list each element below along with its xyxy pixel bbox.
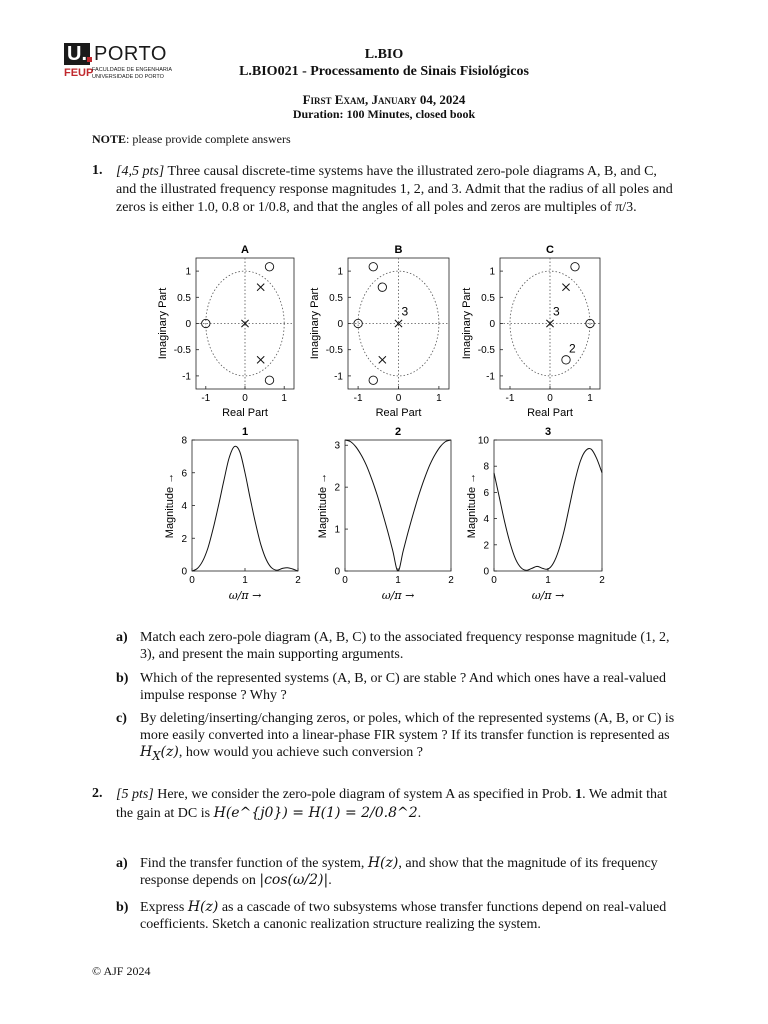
mag-2-title: 2	[394, 426, 402, 438]
mag-1-xlabel: ω/π →	[228, 589, 262, 602]
question-1b-text: Which of the represented systems (A, B, or C) are stable ? And which ones have a real-valued impulse response ? Why ?	[140, 671, 666, 703]
mag-1-ytick-label: 2	[181, 533, 187, 545]
mag-2-xtick-label: 1	[395, 575, 401, 586]
note-text: : please provide complete answers	[126, 132, 291, 146]
zp-b-ylabel: Imaginary Part	[309, 287, 321, 360]
zp-a-xtick-label: 0	[242, 393, 248, 404]
footer-copyright: © AJF 2024	[92, 964, 151, 978]
zp-b-ytick-label: 0.5	[329, 292, 343, 304]
mag-2-xtick-label: 0	[342, 575, 348, 586]
zp-a-xtick-label: -1	[201, 393, 211, 404]
question-1a-label: a)	[116, 630, 128, 645]
zp-b-ytick-label: -0.5	[325, 345, 343, 357]
mag-1-ylabel: Magnitude →	[164, 472, 176, 539]
mag-3-ytick-label: 8	[483, 461, 489, 473]
question-1a-text: Match each zero-pole diagram (A, B, C) to the associated frequency response magnitude (1, 2, 3), and present the main supporting arguments.	[140, 630, 670, 662]
mag-2-frame	[345, 440, 451, 571]
mag-1-ytick-label: 8	[181, 435, 187, 447]
question-2b-label: b)	[116, 900, 129, 915]
question-2-ref: 1	[575, 787, 583, 802]
zp-c-ylabel: Imaginary Part	[461, 287, 473, 360]
question-2-gain-math: H(e^{j0}) = H(1) = 2/0.8^2	[213, 805, 418, 821]
mag-2-xlabel: ω/π →	[381, 589, 415, 602]
mag-2-ylabel: Magnitude →	[317, 472, 329, 539]
zp-a-ylabel: Imaginary Part	[157, 287, 169, 360]
mag-3-ytick-label: 4	[483, 514, 489, 526]
mag-3-xtick-label: 0	[491, 575, 497, 586]
question-2b-before: Express	[140, 900, 188, 915]
mag-1-title: 1	[241, 426, 249, 438]
question-1c-text	[140, 710, 676, 765]
zp-c-xtick-label: 0	[547, 393, 553, 404]
zp-c-ytick-label: 1	[489, 266, 495, 278]
zp-b-xtick-label: -1	[353, 393, 363, 404]
question-1c-math-arg: (z)	[160, 744, 179, 760]
mag-1-ytick-label: 4	[181, 501, 187, 512]
question-1c-text-after: , how would you achieve such conversion ?	[178, 745, 424, 760]
question-2-mid: . We admit that the gain at DC is	[116, 787, 668, 821]
zp-c-multiplicity-label: 2	[569, 341, 576, 356]
logo-porto: PORTO	[94, 43, 167, 65]
zp-b-zero-marker	[369, 376, 377, 384]
question-2b-text	[140, 899, 676, 933]
mag-1-frame	[192, 440, 298, 571]
mag-1-curve	[192, 446, 298, 571]
course-code: L.BIO	[364, 47, 404, 62]
mag-2-ytick-label: 2	[334, 482, 340, 494]
exam-title: First Exam, January 04, 2024	[302, 92, 466, 107]
question-2a-text	[140, 855, 676, 889]
zp-b-ytick-label: -1	[334, 371, 343, 383]
mag-3-curve	[494, 449, 602, 571]
zp-b-title: B	[394, 244, 403, 256]
zp-c-ytick-label: -1	[486, 371, 495, 383]
mag-1-xtick-label: 2	[295, 575, 301, 586]
mag-3-xtick-label: 1	[545, 575, 551, 586]
question-2-number: 2.	[92, 786, 103, 801]
mag-3-frame	[494, 440, 602, 571]
zp-c-ytick-label: 0.5	[481, 292, 495, 304]
question-1c-text-before: By deleting/inserting/changing zeros, or poles, which of the represented systems (A, B, or C) is more easily converted into a linear-phase FIR system ? If its transfer function is represented as	[140, 711, 675, 743]
mag-1-xtick-label: 1	[242, 575, 248, 586]
question-2a-after: .	[328, 873, 332, 888]
course-name: L.BIO021 - Processamento de Sinais Fisiológicos	[239, 64, 529, 79]
question-2-points: [5 pts]	[116, 787, 154, 802]
mag-3-ytick-label: 2	[483, 540, 489, 552]
zp-a-ytick-label: 1	[185, 266, 191, 278]
question-2-after: .	[417, 806, 422, 821]
question-2a-math-cos: |cos(ω/2)|	[259, 872, 329, 888]
logo-feup: FEUP	[64, 67, 94, 79]
mag-3-ytick-label: 10	[477, 435, 489, 447]
zp-a-ytick-label: 0.5	[177, 292, 191, 304]
question-2-text	[116, 786, 676, 823]
question-2b-math-h: H(z)	[187, 899, 219, 915]
zp-a-zero-marker	[265, 263, 273, 271]
zp-a-title: A	[241, 244, 249, 256]
question-1c-math-h: H	[140, 744, 153, 760]
mag-2-ytick-label: 3	[334, 440, 340, 452]
zp-c-xtick-label: 1	[587, 393, 593, 404]
mag-3-ylabel: Magnitude →	[466, 472, 478, 539]
mag-3-ytick-label: 6	[483, 487, 489, 499]
zp-a-ytick-label: -0.5	[173, 345, 191, 357]
zp-b-xtick-label: 0	[395, 393, 402, 404]
mag-2-ytick-label: 1	[334, 524, 340, 536]
zp-a-xlabel: Real Part	[222, 407, 268, 419]
zp-c-zero-marker	[571, 263, 579, 271]
logo-u: U.	[64, 43, 90, 65]
question-1-body: Three causal discrete-time systems have the illustrated zero-pole diagrams A, B, and C, and the illustrated frequency response magnitudes 1, 2, and 3. Admit that the radius of all poles and zeros is either 1.0, 0.8 or 1/0.8, and that the angles of all poles and zeros are multiples of π/3.	[116, 164, 673, 215]
question-2a-mid: , and show that the magnitude of its frequency response depends on	[140, 856, 658, 888]
logo-faculty-line1: FACULDADE DE ENGENHARIA	[92, 67, 173, 73]
zp-b-xlabel: Real Part	[375, 407, 422, 419]
mag-3-xtick-label: 2	[599, 575, 605, 586]
zp-a-zero-marker	[265, 376, 273, 384]
mag-3-title: 3	[544, 426, 552, 438]
question-2b-after: as a cascade of two subsystems whose transfer functions depend on real-valued coefficients. Sketch a canonic realization structure realizing the system.	[140, 900, 667, 932]
note-label: NOTE	[92, 132, 127, 146]
mag-2-ytick-label: 0	[334, 566, 340, 578]
question-1b-label: b)	[116, 671, 129, 686]
zp-c-ytick-label: 0	[489, 319, 495, 330]
question-1-number: 1.	[92, 163, 103, 178]
mag-1-ytick-label: 0	[181, 566, 187, 578]
mag-1-xtick-label: 0	[189, 575, 195, 586]
mag-3-ytick-label: 0	[483, 566, 489, 578]
zp-b-ytick-label: 0	[337, 319, 343, 330]
zp-a-ytick-label: 0	[185, 319, 191, 330]
mag-2-xtick-label: 2	[448, 575, 454, 586]
mag-3-xlabel: ω/π →	[531, 589, 565, 602]
question-1c-math-sub: X	[152, 748, 161, 763]
mag-1-ytick-label: 6	[181, 468, 187, 480]
question-2a-before: Find the transfer function of the system,	[140, 856, 368, 871]
zp-b-xtick-label: 1	[436, 393, 442, 404]
zp-b-multiplicity-label: 3	[401, 304, 409, 319]
question-1-points: [4,5 pts]	[116, 164, 165, 179]
zp-b-zero-marker	[369, 263, 377, 271]
question-2-before: Here, we consider the zero-pole diagram of system A as specified in Prob.	[153, 787, 576, 802]
zp-a-ytick-label: -1	[182, 371, 191, 383]
zp-c-xtick-label: -1	[505, 393, 515, 404]
question-2a-math-h: H(z)	[367, 855, 399, 871]
zp-a-xtick-label: 1	[281, 393, 287, 404]
question-1c-label: c)	[116, 711, 127, 726]
zp-c-ytick-label: -0.5	[477, 345, 495, 357]
zp-b-ytick-label: 1	[337, 266, 343, 278]
question-2a-label: a)	[116, 856, 128, 871]
zp-c-xlabel: Real Part	[527, 407, 573, 419]
zp-b-zero-marker	[378, 283, 386, 291]
zp-c-multiplicity-label: 3	[553, 304, 560, 319]
zp-c-title: C	[546, 244, 554, 256]
zp-c-zero-marker	[562, 356, 570, 364]
mag-2-curve	[345, 440, 451, 571]
logo-faculty-line2: UNIVERSIDADE DO PORTO	[92, 73, 164, 80]
exam-duration: Duration: 100 Minutes, closed book	[292, 107, 476, 121]
